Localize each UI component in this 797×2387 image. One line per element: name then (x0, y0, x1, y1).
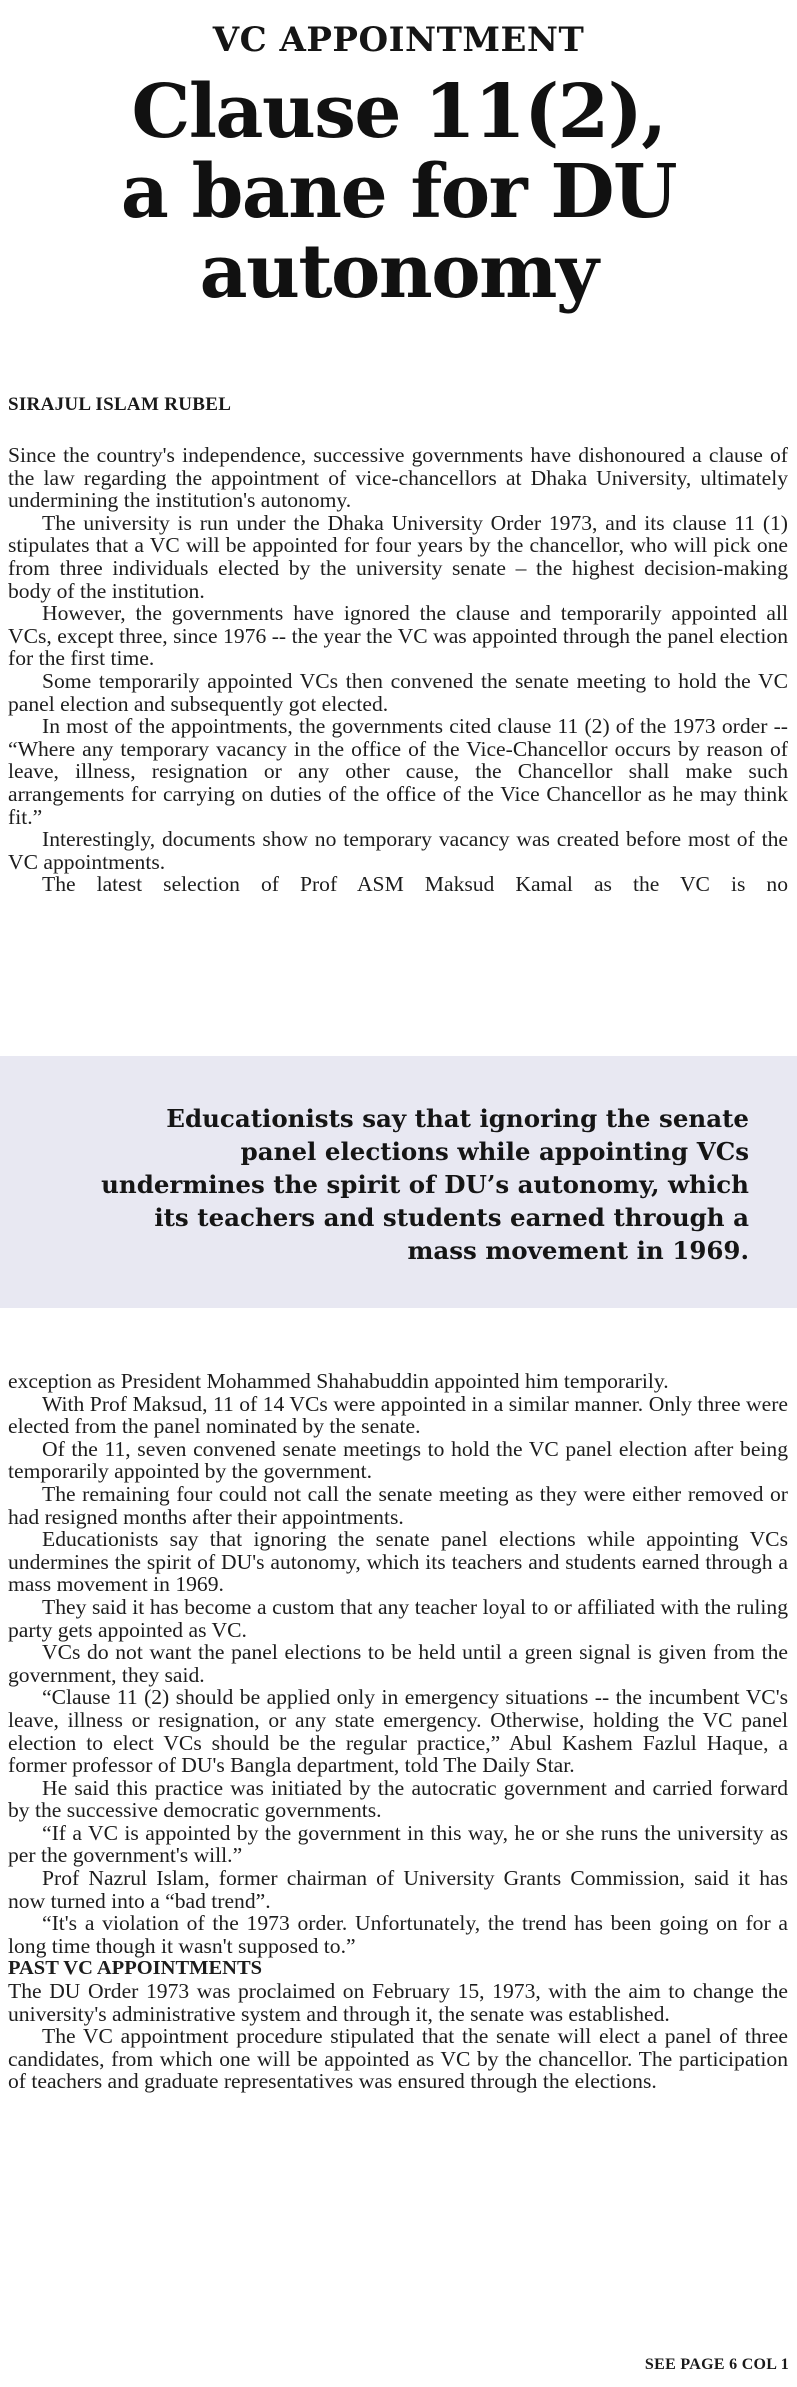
headline-line: a bane for DU (120, 149, 677, 235)
paragraph: Some temporarily appointed VCs then convened the senate meeting to hold the VC panel election and subsequently got elected. (8, 668, 788, 716)
paragraph: The VC appointment procedure stipulated that the senate will elect a panel of three candidates, from which one will be appointed as VC by the chancellor. The participation of teachers and graduate representatives was ensured through the elections. (8, 2024, 788, 2094)
article-body-top (8, 444, 788, 896)
paragraph: He said this practice was initiated by the autocratic government and carried forward by the successive democratic governments. (8, 1775, 788, 1823)
paragraph: exception as President Mohammed Shahabuddin appointed him temporarily. (8, 1369, 669, 1393)
paragraph: VCs do not want the panel elections to be held until a green signal is given from the government, they said. (8, 1640, 788, 1687)
paragraph: However, the governments have ignored the clause and temporarily appointed all VCs, except three, since 1976 -- the year the VC was appointed through the panel election for the first time. (8, 601, 788, 671)
paragraph: Interestingly, documents show no temporary vacancy was created before most of the VC appointments. (8, 827, 788, 874)
byline: SIRAJUL ISLAM RUBEL (8, 394, 232, 415)
paragraph: Prof Nazrul Islam, former chairman of University Grants Commission, said it has now turned into a “bad trend”. (8, 1866, 788, 1913)
paragraph: “If a VC is appointed by the government in this way, he or she runs the university as per the government's will.” (8, 1820, 788, 1868)
pull-quote (49, 1102, 749, 1267)
paragraph: The remaining four could not call the senate meeting as they were either removed or had resigned months after their appointments. (8, 1481, 788, 1529)
paragraph: The DU Order 1973 was proclaimed on February 15, 1973, with the aim to change the university's administrative system and through it, the senate was established. (8, 1979, 788, 2026)
paragraph: The university is run under the Dhaka University Order 1973, and its clause 11 (1) stipulates that a VC will be appointed for four years by the chancellor, who will pick one from three individuals elected by the university senate – the highest decision-making body of the institution. (8, 510, 788, 603)
pull-quote-line: mass movement in 1969. (407, 1236, 749, 1265)
continued-on-page-link[interactable]: SEE PAGE 6 COL 1 (644, 2356, 789, 2373)
pull-quote-line: undermines the spirit of DU’s autonomy, which (101, 1170, 749, 1199)
pull-quote-line: its teachers and students earned through a (154, 1203, 749, 1232)
section-subhead: PAST VC APPOINTMENTS (8, 1957, 263, 1980)
article-body-bottom (8, 1370, 788, 2093)
pull-quote-line: panel elections while appointing VCs (240, 1137, 749, 1166)
headline-line: Clause 11(2), (131, 69, 666, 155)
paragraph: With Prof Maksud, 11 of 14 VCs were appointed in a similar manner. Only three were elected from the panel nominated by the senate. (8, 1391, 788, 1439)
pull-quote-line: Educationists say that ignoring the senate (166, 1104, 749, 1133)
headline-line: autonomy (199, 229, 598, 315)
paragraph: “Clause 11 (2) should be applied only in emergency situations -- the incumbent VC's leave, illness or resignation, or any state emergency. Otherwise, holding the VC panel election to elect VCs should be the regular practice,” Abul Kashem Fazlul Haque, a former professor of DU's Bangla department, told The Daily Star. (8, 1685, 788, 1778)
paragraph: The latest selection of Prof ASM Maksud Kamal as the VC is no (42, 872, 788, 897)
paragraph: They said it has become a custom that any teacher loyal to or affiliated with the ruling party gets appointed as VC. (8, 1594, 788, 1642)
pull-quote-box (0, 1056, 797, 1308)
paragraph: “It's a violation of the 1973 order. Unfortunately, the trend has been going on for a long time though it wasn't supposed to.” (8, 1911, 788, 1958)
kicker: VC APPOINTMENT (212, 20, 585, 60)
paragraph: Of the 11, seven convened senate meetings to hold the VC panel election after being temporarily appointed by the government. (8, 1436, 788, 1484)
paragraph: Since the country's independence, successive governments have dishonoured a clause of the law regarding the appointment of vice-chancellors at Dhaka University, ultimately undermining the institution's autonomy. (8, 443, 788, 513)
headline (0, 69, 797, 315)
paragraph: In most of the appointments, the governments cited clause 11 (2) of the 1973 order -- “Where any temporary vacancy in the office of the Vice-Chancellor occurs by reason of leave, illness, resignation or any other cause, the Chancellor shall make such arrangements for carrying on duties of the office of the Vice Chancellor as he may think fit.” (8, 714, 788, 829)
paragraph: Educationists say that ignoring the senate panel elections while appointing VCs undermines the spirit of DU's autonomy, which its teachers and students earned through a mass movement in 1969. (8, 1527, 788, 1597)
